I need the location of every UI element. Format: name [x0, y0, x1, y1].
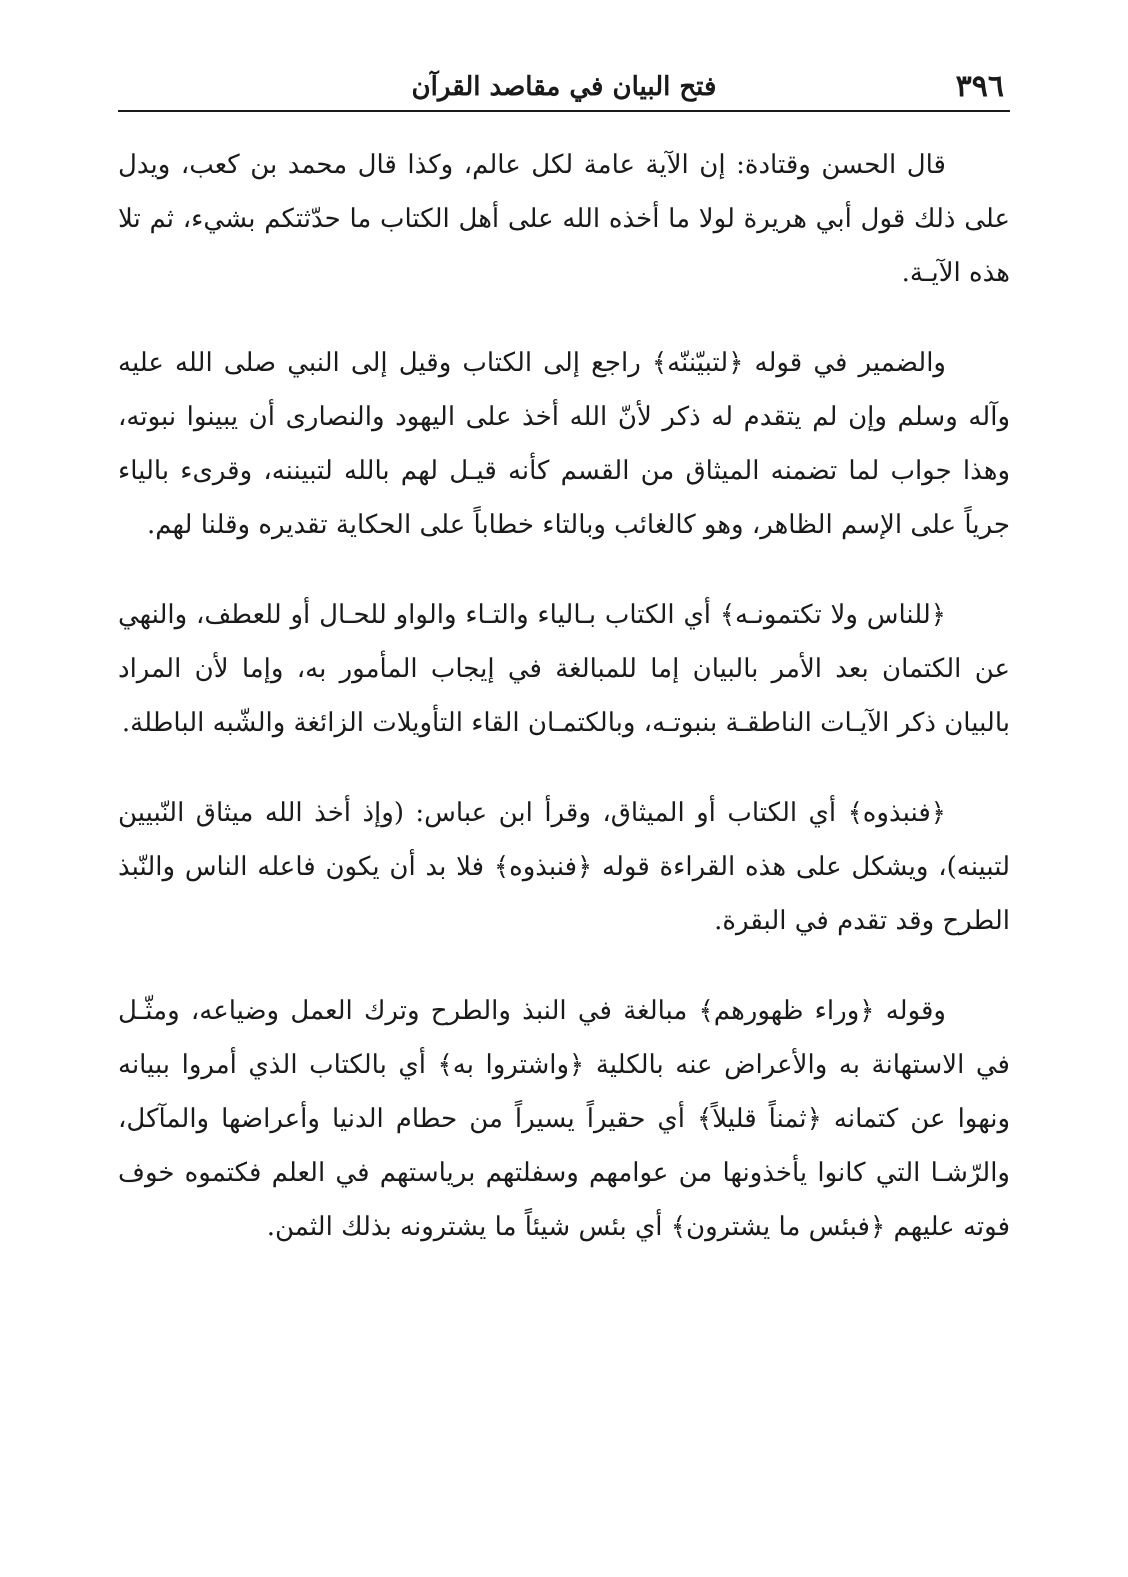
paragraph-3: ﴿للناس ولا تكتمونـه﴾ أي الكتاب بـالياء والتـاء والواو للحـال أو للعطف، والنهي عن الكتمان بعد الأمر بالبيان إما للمبالغة في إيجاب المأمور به، وإما لأن المراد بالبيان ذكر الآيـات الناطقـة بنبوتـه، وبالكتمـان القاء التأويلات الزائغة والشّبه الباطلة. — [118, 600, 1010, 738]
page-header — [118, 62, 1010, 112]
paragraph-5: وقوله ﴿وراء ظهورهم﴾ مبالغة في النبذ والطرح وترك العمل وضياعه، ومثّـل في الاستهانة به والأعراض عنه بالكلية ﴿واشتروا به﴾ أي بالكتاب الذي أمروا ببيانه ونهوا عن كتمانه ﴿ثمناً قليلاً﴾ أي حقيراً يسيراً من حطام الدنيا وأعراضها والمآكل، والرّشـا التي كانوا يأخذونها من عوامهم وسفلتهم برياستهم في العلم فكتموه خوف فوته عليهم ﴿فبئس ما يشترون﴾ أي بئس شيئاً ما يشترونه بذلك الثمن. — [118, 996, 1010, 1242]
header-divider — [118, 110, 1010, 112]
page-number: ٣٩٦ — [955, 69, 1004, 104]
paragraph-1: قال الحسن وقتادة: إن الآية عامة لكل عالم، وكذا قال محمد بن كعب، ويدل على ذلك قول أبي هريرة لولا ما أخذه الله على أهل الكتاب ما حدّثتكم بشيء، ثم تلا هذه الآيـة. — [118, 150, 1010, 288]
paragraph-2: والضمير في قوله ﴿لتبيّننّه﴾ راجع إلى الكتاب وقيل إلى النبي صلى الله عليه وآله وسلم وإن لم يتقدم له ذكر لأنّ الله أخذ على اليهود والنصارى أن يبينوا نبوته، وهذا جواب لما تضمنه الميثاق من القسم كأنه قيـل لهم بالله لتبيننه، وقرىء بالياء جرياً على الإسم الظاهر، وهو كالغائب وبالتاء خطاباً على الحكاية تقديره وقلنا لهم. — [118, 348, 1010, 540]
paragraph-4: ﴿فنبذوه﴾ أي الكتاب أو الميثاق، وقرأ ابن عباس: (وإذ أخذ الله ميثاق النّبيين لتبينه)، ويشكل على هذه القراءة قوله ﴿فنبذوه﴾ فلا بد أن يكون فاعله الناس والنّبذ الطرح وقد تقدم في البقرة. — [118, 798, 1010, 936]
running-title: فتح البيان في مقاصد القرآن — [411, 72, 717, 102]
body-text — [118, 138, 1010, 1254]
